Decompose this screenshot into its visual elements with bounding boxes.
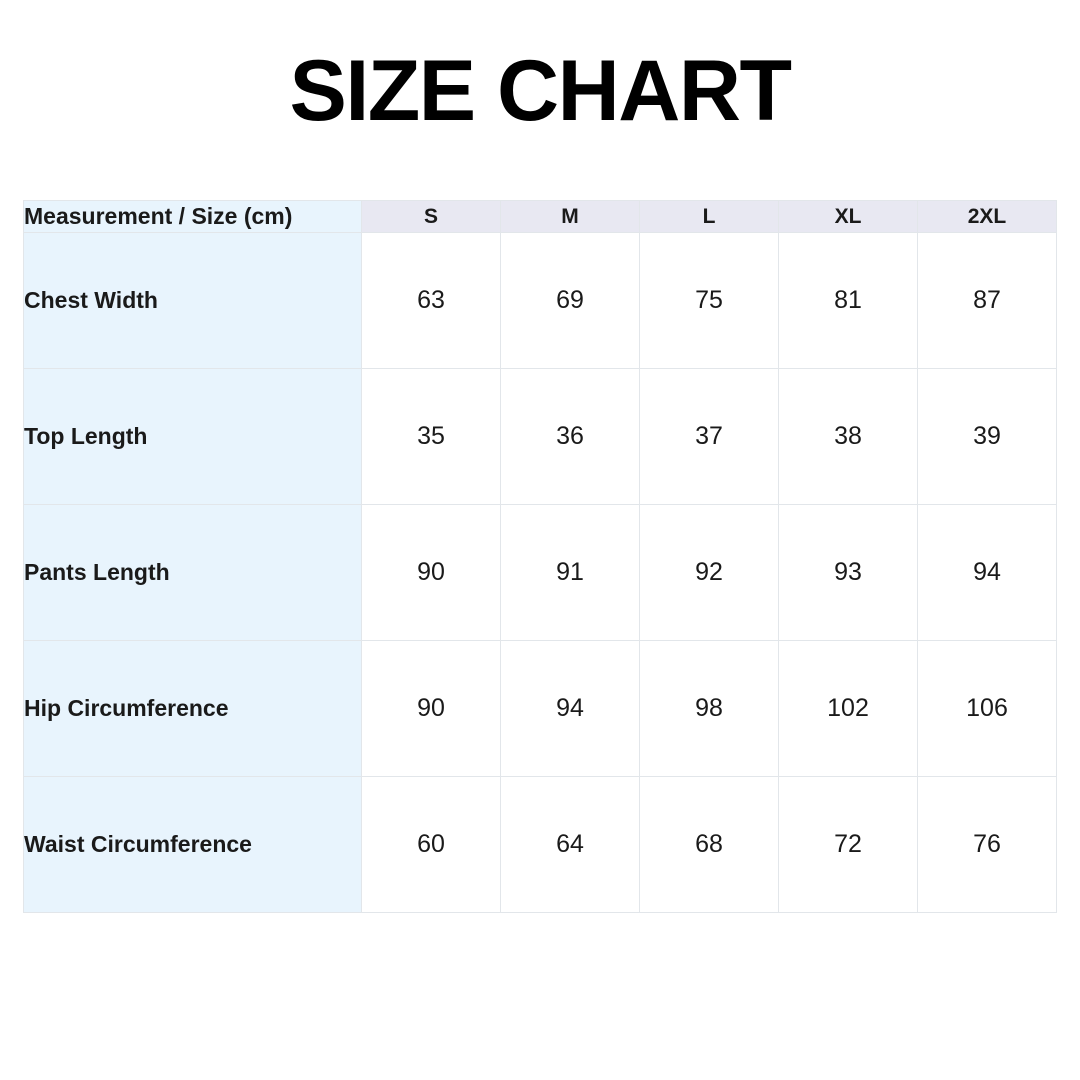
table-body — [24, 233, 1057, 913]
cell-pants-length-s: 90 — [362, 505, 501, 641]
row-label-chest-width: Chest Width — [24, 233, 362, 369]
cell-pants-length-2xl: 94 — [918, 505, 1057, 641]
cell-pants-length-m: 91 — [501, 505, 640, 641]
column-header-l: L — [640, 201, 779, 233]
column-header-2xl: 2XL — [918, 201, 1057, 233]
cell-top-length-s: 35 — [362, 369, 501, 505]
cell-waist-circumference-m: 64 — [501, 777, 640, 913]
cell-hip-circumference-xl: 102 — [779, 641, 918, 777]
cell-waist-circumference-s: 60 — [362, 777, 501, 913]
cell-chest-width-m: 69 — [501, 233, 640, 369]
cell-pants-length-xl: 93 — [779, 505, 918, 641]
column-header-measurement: Measurement / Size (cm) — [24, 201, 362, 233]
cell-waist-circumference-xl: 72 — [779, 777, 918, 913]
table-row — [24, 369, 1057, 505]
table-header-row — [24, 201, 1057, 233]
cell-top-length-2xl: 39 — [918, 369, 1057, 505]
column-header-xl: XL — [779, 201, 918, 233]
cell-chest-width-xl: 81 — [779, 233, 918, 369]
cell-waist-circumference-2xl: 76 — [918, 777, 1057, 913]
size-chart-table — [23, 200, 1057, 913]
cell-pants-length-l: 92 — [640, 505, 779, 641]
column-header-m: M — [501, 201, 640, 233]
row-label-waist-circumference: Waist Circumference — [24, 777, 362, 913]
cell-chest-width-2xl: 87 — [918, 233, 1057, 369]
cell-waist-circumference-l: 68 — [640, 777, 779, 913]
row-label-hip-circumference: Hip Circumference — [24, 641, 362, 777]
cell-hip-circumference-l: 98 — [640, 641, 779, 777]
table-header — [24, 201, 1057, 233]
cell-top-length-xl: 38 — [779, 369, 918, 505]
page-title: SIZE CHART — [289, 43, 791, 139]
cell-chest-width-l: 75 — [640, 233, 779, 369]
table-row — [24, 505, 1057, 641]
table-row — [24, 777, 1057, 913]
table-row — [24, 641, 1057, 777]
row-label-pants-length: Pants Length — [24, 505, 362, 641]
cell-top-length-l: 37 — [640, 369, 779, 505]
table-row — [24, 233, 1057, 369]
cell-top-length-m: 36 — [501, 369, 640, 505]
cell-hip-circumference-s: 90 — [362, 641, 501, 777]
row-label-top-length: Top Length — [24, 369, 362, 505]
size-chart-table-wrap — [23, 200, 1057, 913]
cell-hip-circumference-m: 94 — [501, 641, 640, 777]
cell-hip-circumference-2xl: 106 — [918, 641, 1057, 777]
column-header-s: S — [362, 201, 501, 233]
cell-chest-width-s: 63 — [362, 233, 501, 369]
